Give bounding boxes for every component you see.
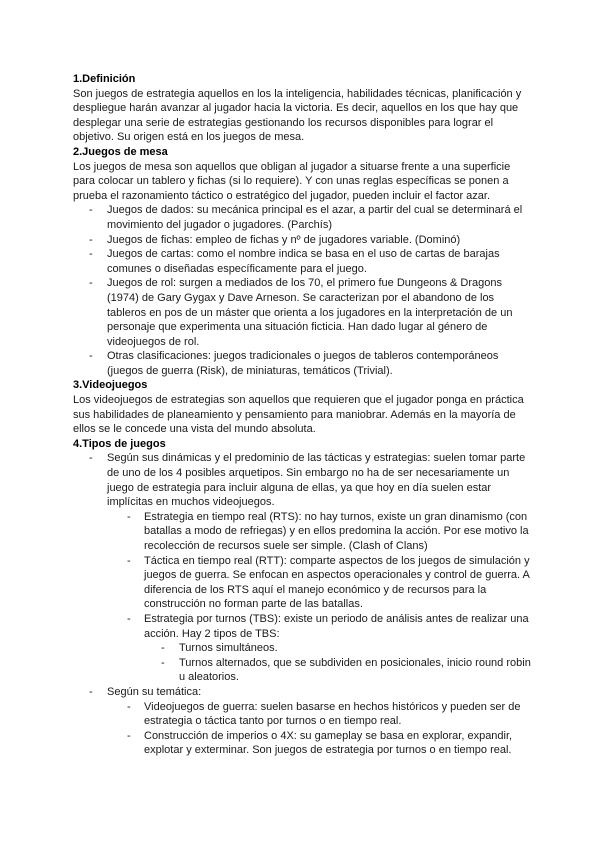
list-item: - Turnos simultáneos.	[161, 642, 278, 655]
dash-bullet: -	[89, 452, 93, 465]
list-item: - Estrategia en tiempo real (RTS): no hay turnos, existe un gran dinamismo (con batallas a modo de refriegas) y en ellos predomina la acción. Por ese motivo la recolección de recursos suele ser simple. (Clash of Clans)	[127, 510, 529, 552]
list-item: - Videojuegos de guerra: suelen basarse en hechos históricos y pueden ser de estrategia o táctica tanto por turnos o en tiempo real.	[127, 700, 521, 728]
list-item: - Juegos de dados: su mecánica principal es el azar, a partir del cual se determinará el movimiento del jugador o jugadores. (Parchís)	[89, 204, 523, 231]
list-item: - Juegos de cartas: como el nombre indica se basa en el uso de cartas de barajas comunes o diseñadas específicamente para el juego.	[89, 248, 500, 275]
section-2-body: Los juegos de mesa son aquellos que obligan al jugador a situarse frente a una superficie para colocar un tablero y fichas (si lo requiere). Y con unas reglas específicas se ponen a prueba el razonamiento táctico o estratégico del jugador, pueden incluir el factor azar.	[73, 160, 511, 202]
dash-bullet: -	[89, 233, 93, 246]
dash-bullet: -	[89, 248, 93, 261]
list-item: - Estrategia por turnos (TBS): existe un periodo de análisis antes de realizar una acción. Hay 2 tipos de TBS:	[127, 612, 529, 640]
dash-bullet: -	[161, 642, 165, 655]
section-3-heading: 3.Videojuegos	[73, 379, 148, 392]
section-1-body: Son juegos de estrategia aquellos en los la inteligencia, habilidades técnicas, planificación y despliegue harán avanzar al jugador hacia la victoria. Es decir, aquellos en los que hay que desplegar una serie de estrategias gestionando los recursos disponibles para lograr el objetivo. Su origen está en los juegos de mesa.	[73, 87, 522, 144]
dash-bullet: -	[127, 510, 131, 523]
section-4-heading: 4.Tipos de juegos	[73, 437, 166, 450]
document-content	[73, 72, 533, 758]
dash-bullet: -	[127, 700, 131, 713]
list-item: - Turnos alternados, que se subdividen en posicionales, inicio round robin u aleatorios.	[161, 656, 531, 684]
section-3-body: Los videojuegos de estrategias son aquellos que requieren que el jugador ponga en práctica sus habilidades de planeamiento y pensamiento para maniobrar. Además en la mayoría de ellos se le concede una vista del mundo absoluta.	[73, 394, 524, 436]
list-item: - Táctica en tiempo real (RTT): comparte aspectos de los juegos de simulación y juegos de guerra. Se enfocan en aspectos operacionales y control de guerra. A diferencia de los RTS aquí el manejo económico y de recursos para la construcción no forman parte de las batallas.	[127, 554, 530, 611]
dash-bullet: -	[89, 685, 93, 698]
dash-bullet: -	[89, 277, 93, 290]
list-item: - Juegos de rol: surgen a mediados de los 70, el primero fue Dungeons & Dragons (1974) de Gary Gygax y Dave Arneson. Se caracterizan por el abandono de los tableros en pos de un máster que orienta a los jugadores en la interpretación de un personaje que experimenta una situación ficticia. Han dado lugar al género de videojuegos de rol.	[89, 277, 513, 348]
dash-bullet: -	[127, 729, 131, 742]
section-1-heading: 1.Definición	[73, 73, 136, 85]
dash-bullet: -	[89, 204, 93, 217]
list-item: - Construcción de imperios o 4X: su gameplay se basa en explorar, expandir, explotar y exterminar. Son juegos de estrategia por turnos o en tiempo real.	[127, 729, 513, 757]
list-item: - Según su temática:	[89, 685, 202, 698]
dash-bullet: -	[89, 350, 93, 363]
dash-bullet: -	[127, 612, 131, 625]
dash-bullet: -	[127, 554, 131, 567]
list-item: - Juegos de fichas: empleo de fichas y nº de jugadores variable. (Dominó)	[89, 233, 461, 246]
section-2-heading: 2.Juegos de mesa	[73, 145, 168, 158]
list-item: - Otras clasificaciones: juegos tradicionales o juegos de tableros contemporáneos (juegos de guerra (Risk), de miniaturas, temáticos (Trivial).	[89, 350, 499, 377]
dash-bullet: -	[161, 656, 165, 669]
list-item: - Según sus dinámicas y el predominio de las tácticas y estrategias: suelen tomar parte de uno de los 4 posibles arquetipos. Sin embargo no ha de ser necesariamente un juego de estrategia para incluir alguna de ellas, ya que hoy en día suelen estar implícitas en muchos videojuegos.	[89, 452, 526, 509]
